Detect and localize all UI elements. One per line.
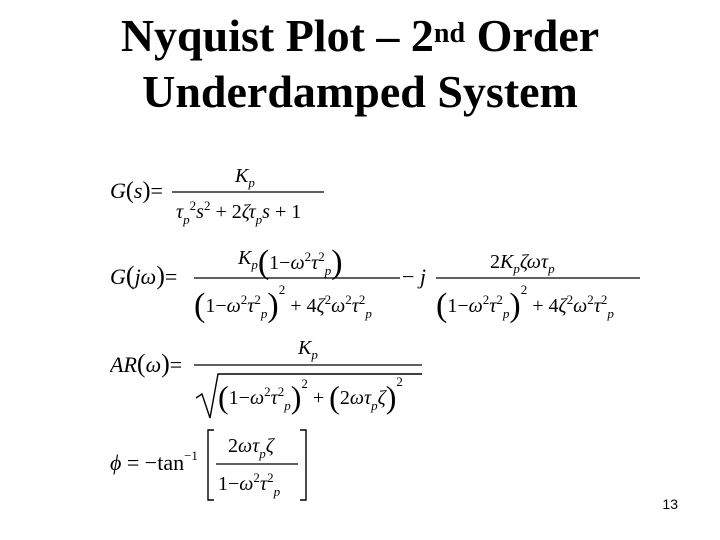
equation-transfer-function xyxy=(110,160,350,230)
page-number: 13 xyxy=(662,496,678,512)
svg-text:AR(ω)=: AR(ω)= xyxy=(110,349,183,378)
svg-text:Kp(1−ω2τ2p): $K_p(1-\omega^2\tau^2_p)$ xyxy=(238,244,343,281)
svg-text:− j: − j xyxy=(402,264,427,289)
svg-text:ϕ = −tan−1: $\phi = -\tan^{-1}$ xyxy=(110,448,198,475)
svg-text:2Kpζωτp: $2K_p\zeta\omega\tau_p$ xyxy=(490,251,555,276)
slide-title xyxy=(0,8,720,120)
svg-text:(1−ω2τ2p)2 + 4ζ2ω2τ2p: $(1-\omega^2\tau^2_p)^2 + 4\zeta^2\omega^2\tau^2_p$ xyxy=(194,282,372,324)
svg-text:Kp: $K_p$ xyxy=(235,165,255,190)
svg-text:Kp: $K_p$ xyxy=(298,337,318,362)
svg-text:G(s)=: G(s)= xyxy=(110,178,163,204)
svg-text:(1−ω2τ2p)2 + (2ωτpζ)2: $(1-\omega^2\tau^2_p)^2 + (2\omega\tau_p\zeta)^2$ xyxy=(218,374,403,415)
svg-text:τp2s2 + 2ζτps + 1: $\tau_p^2s^2 + 2\zeta\tau_ps + 1$ xyxy=(176,198,302,227)
equation-phase-angle xyxy=(110,426,320,506)
svg-text:G(jω)=: G(jω)= xyxy=(110,261,178,290)
equation-amplitude-ratio xyxy=(110,334,440,424)
svg-text:1−ω2τ2p: $1-\omega^2\tau^2_p$ xyxy=(218,470,281,499)
svg-text:2ωτpζ: $2\omega\tau_p\zeta$ xyxy=(228,435,274,461)
title-line-2: Underdamped System xyxy=(142,66,578,117)
title-line-1: Nyquist Plot – 2nd Order xyxy=(120,10,600,61)
svg-text:(1−ω2τ2p)2 + 4ζ2ω2τ2p: $(1-\omega^2\tau^2_p)^2 + 4\zeta^2\omega^2\tau^2_p$ xyxy=(436,282,614,324)
equation-frequency-response xyxy=(110,238,650,330)
